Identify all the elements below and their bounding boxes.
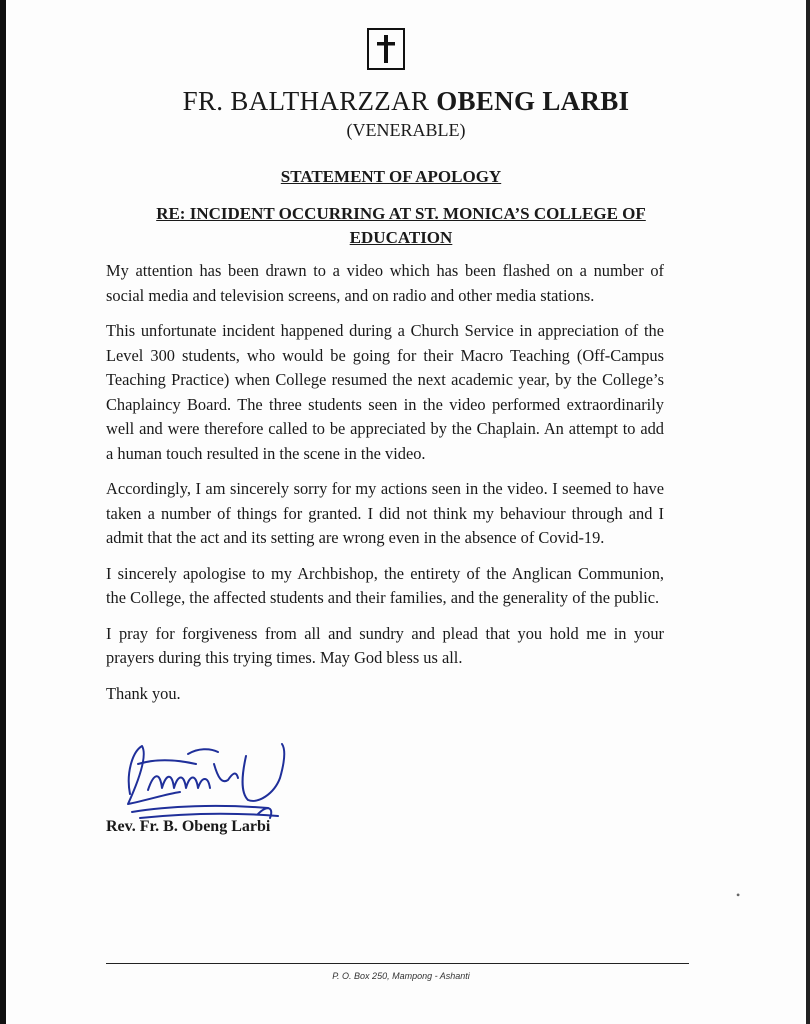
- closing-line: Thank you.: [106, 683, 181, 703]
- right-border: [806, 0, 810, 1024]
- footer-address: P. O. Box 250, Mampong - Ashanti: [332, 971, 470, 981]
- letter-body: [106, 259, 664, 717]
- paragraph: I sincerely apologise to my Archbishop, the entirety of the Anglican Communion, the College, the affected students and their families, and the generality of the public.: [106, 563, 664, 607]
- left-border: [0, 0, 6, 1024]
- document-heading: STATEMENT OF APOLOGY: [280, 167, 502, 186]
- letterhead-name: [8, 86, 804, 117]
- footer-divider: [106, 963, 689, 964]
- letter-page: [8, 0, 804, 1024]
- document-subject: RE: INCIDENT OCCURRING AT ST. MONICA’S COLLEGE OF EDUCATION: [156, 204, 646, 247]
- paragraph: This unfortunate incident happened during a Church Service in appreciation of the Level 300 students, who would be going for their Macro Teaching (Off-Campus Teaching Practice) when College resumed the next academic year, by the College’s Chaplaincy Board. The three students seen in the video performed extraordinarily well and were therefore called to be appreciated by the Chaplain. An attempt to add a human touch resulted in the scene in the video.: [106, 321, 664, 463]
- signature-icon: [118, 734, 298, 824]
- signer-name: Rev. Fr. B. Obeng Larbi: [106, 818, 271, 835]
- letterhead-title: (VENERABLE): [346, 120, 466, 140]
- paragraph: My attention has been drawn to a video which has been flashed on a number of social media and television screens, and on radio and other media stations.: [106, 261, 664, 305]
- cross-icon: [367, 28, 405, 70]
- stray-mark: •: [736, 888, 741, 902]
- letterhead-name-regular: FR. BALTHARZZAR: [182, 86, 437, 116]
- letterhead-name-bold: OBENG LARBI: [436, 86, 630, 116]
- paragraph: Accordingly, I am sincerely sorry for my actions seen in the video. I seemed to have taken a number of things for granted. I did not think my behaviour through and I admit that the act and its setting are wrong even in the absence of Covid-19.: [106, 479, 664, 547]
- paragraph: I pray for forgiveness from all and sundry and plead that you hold me in your prayers during this trying times. May God bless us all.: [106, 623, 664, 667]
